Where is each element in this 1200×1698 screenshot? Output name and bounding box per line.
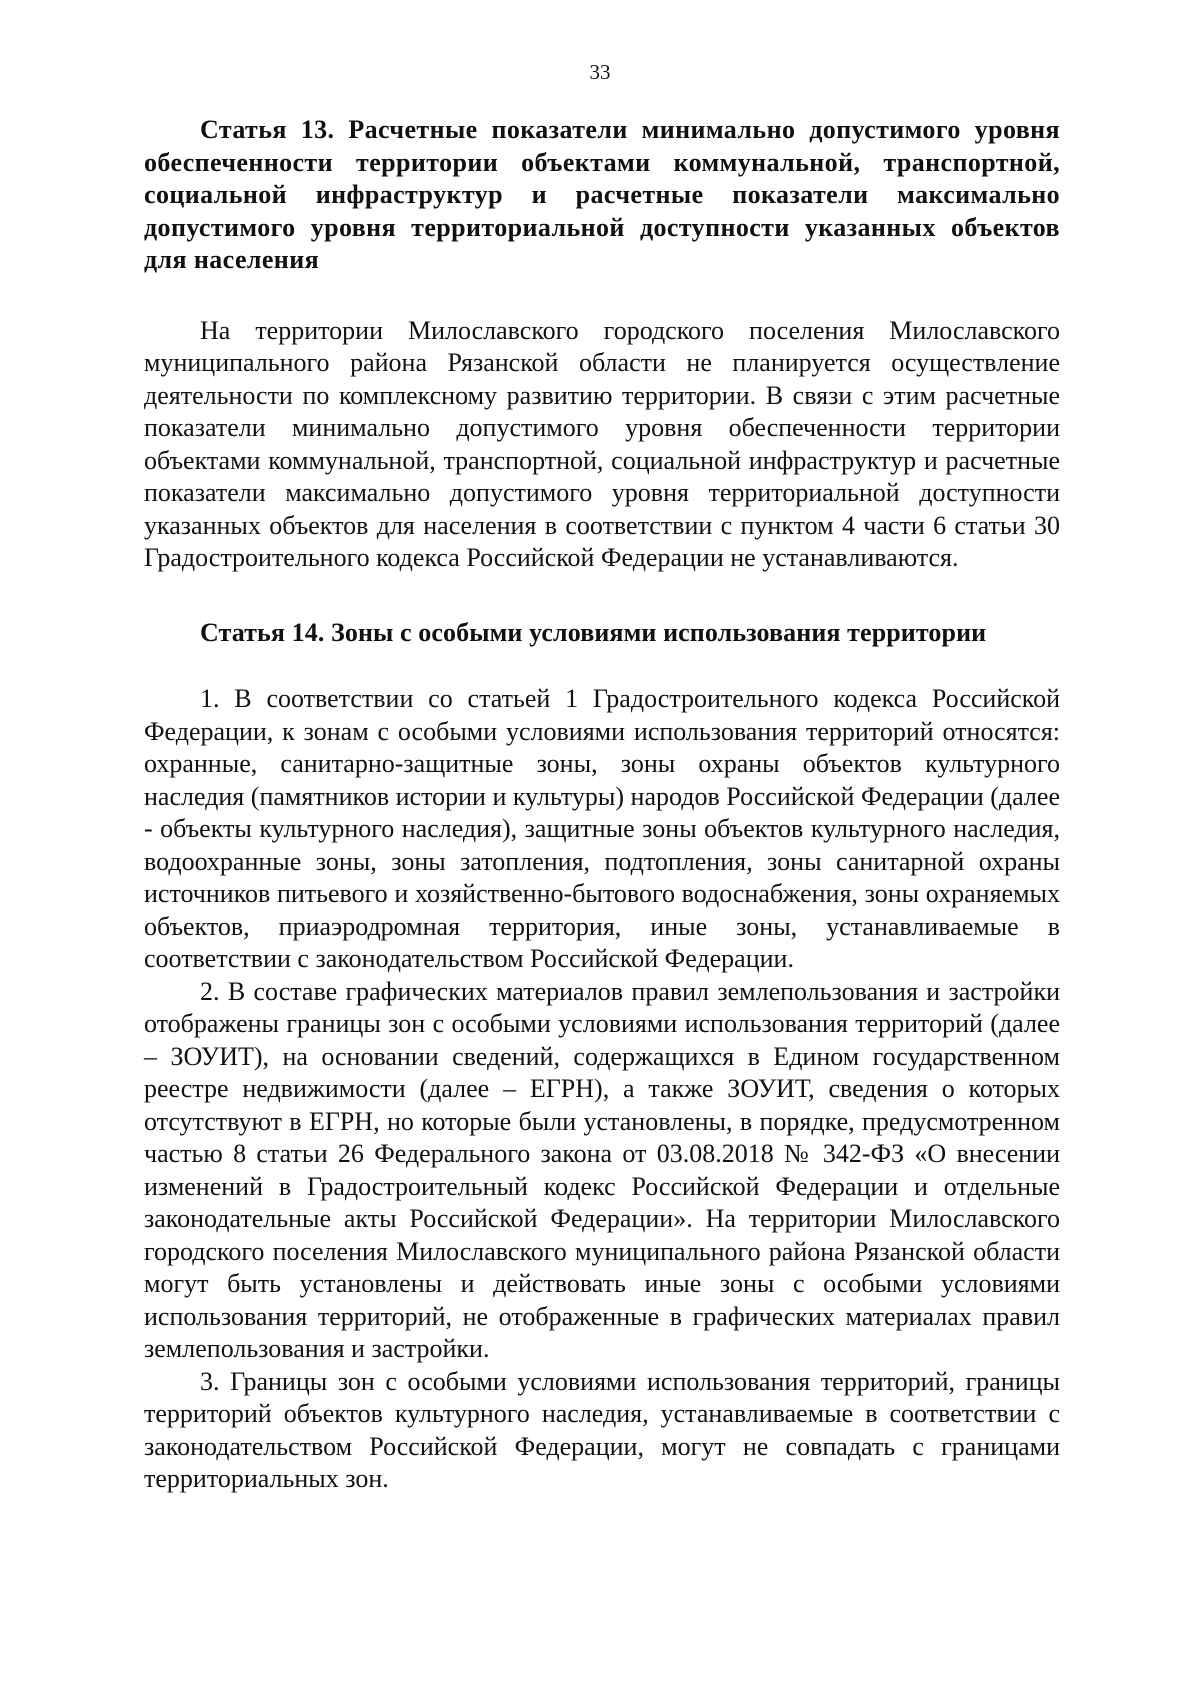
article-13-paragraph: На территории Милославского городского поселения Милославского муниципального района Рязанской области не планируется осуществление деятельности по комплексному развитию территории. В связи с этим расчетные показатели минимально допустимого уровня обеспеченности территории объектами коммунальной, транспортной, социальной инфраструктур и расчетные показатели максимально допустимого уровня территориальной доступности указанных объектов для населения в соответствии с пунктом 4 части 6 статьи 30 Градостроительного кодекса Российской Федерации не устанавливаются.	[144, 315, 1060, 572]
article-13-heading: Статья 13. Расчетные показатели минимально допустимого уровня обеспеченности территории объектами коммунальной, транспортной, социальной инфраструктур и расчетные показатели максимально допустимого уровня территориальной доступности указанных объектов для населения	[144, 115, 1060, 274]
article-14-paragraph-2: 2. В составе графических материалов правил землепользования и застройки отображены границы зон с особыми условиями использования территорий (далее – ЗОУИТ), на основании сведений, содержащихся в Едином государственном реестре недвижимости (далее – ЕГРН), а также ЗОУИТ, сведения о которых отсутствуют в ЕГРН, но которые были установлены, в порядке, предусмотренном частью 8 статьи 26 Федерального закона от 03.08.2018 № 342-ФЗ «О внесении изменений в Градостроительный кодекс Российской Федерации и отдельные законодательные акты Российской Федерации». На территории Милославского городского поселения Милославского муниципального района Рязанской области могут быть установлены и действовать иные зоны с особыми условиями использования территорий, не отображенные в графических материалах правил землепользования и застройки.	[144, 976, 1060, 1363]
article-14-paragraph-1: 1. В соответствии со статьей 1 Градостроительного кодекса Российской Федерации, к зонам с особыми условиями использования территорий относятся: охранные, санитарно-защитные зоны, зоны охраны объектов культурного наследия (памятников истории и культуры) народов Российской Федерации (далее - объекты культурного наследия), защитные зоны объектов культурного наследия, водоохранные зоны, зоны затопления, подтопления, зоны санитарной охраны источников питьевого и хозяйственно-бытового водоснабжения, зоны охраняемых объектов, приаэродромная территория, иные зоны, устанавливаемые в соответствии с законодательством Российской Федерации.	[144, 684, 1060, 973]
page-number: 33	[589, 60, 611, 84]
document-body	[144, 114, 1060, 1496]
article-14-paragraph-3: 3. Границы зон с особыми условиями использования территорий, границы территорий объектов культурного наследия, устанавливаемые в соответствии с законодательством Российской Федерации, могут не совпадать с границами территориальных зон.	[144, 1366, 1060, 1493]
article-14-heading: Статья 14. Зоны с особыми условиями использования территории	[200, 617, 987, 647]
